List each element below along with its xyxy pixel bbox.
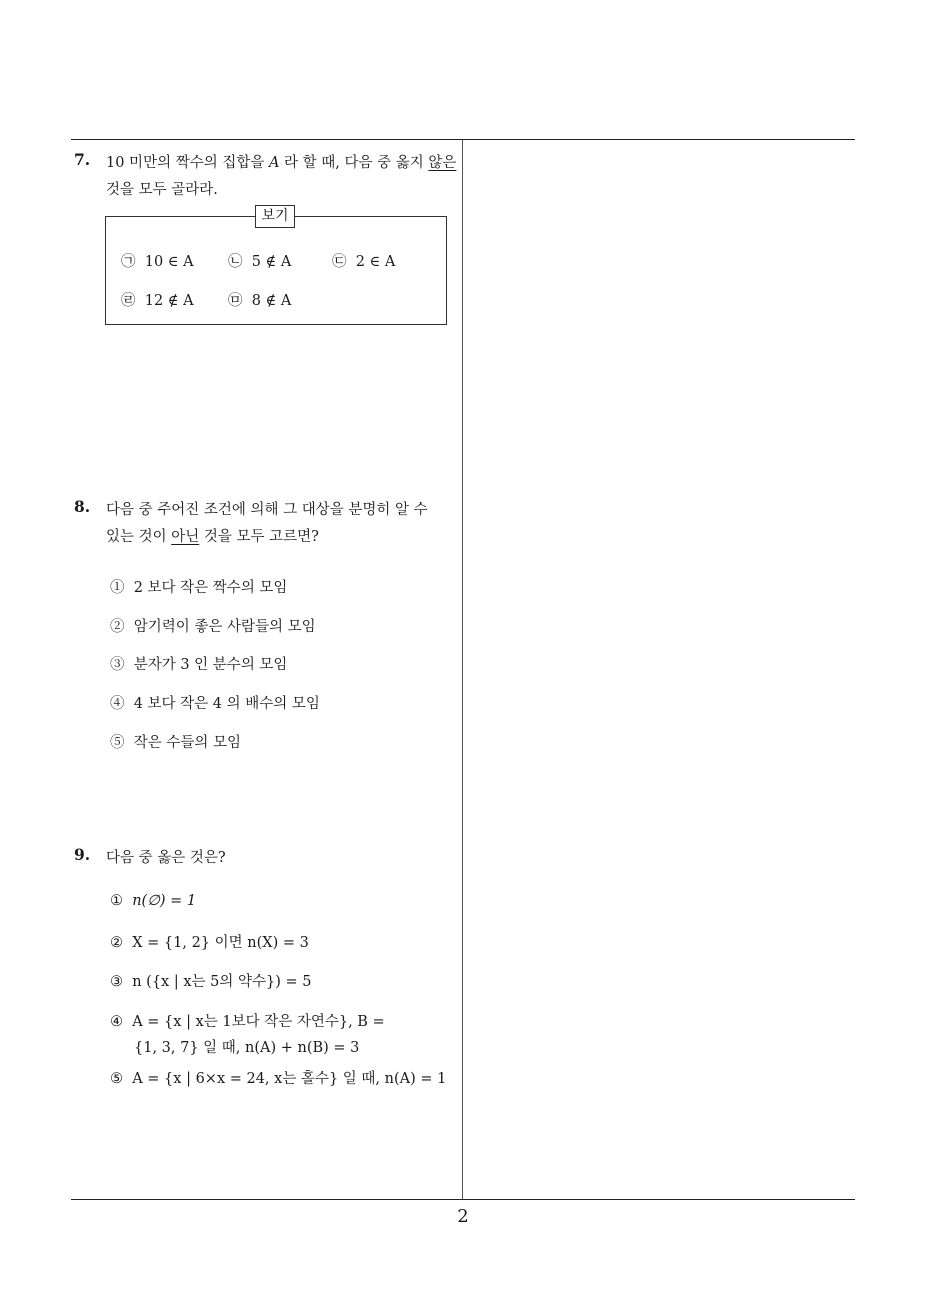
q8-choice-3	[110, 653, 287, 674]
q7-option-3	[332, 250, 395, 271]
q7-line1-underlined: 않은	[428, 155, 457, 171]
q8-choice-1-text: 2 보다 작은 짝수의 모임	[133, 580, 288, 596]
q8-choice-2	[110, 615, 316, 636]
q9-choice-5-text: A = {x | 6×x = 24, x는 홀수} 일 때, n(A) = 1	[132, 1071, 447, 1087]
q7-box-label: 보기	[255, 205, 295, 228]
q9-choice-2-mark: ②	[110, 935, 123, 951]
column-divider	[462, 140, 463, 1200]
top-rule	[71, 139, 855, 140]
q7-option-3-mark: ㉢	[332, 254, 347, 270]
q8-choice-4	[110, 692, 320, 713]
q7-option-1-text: 10 ∈ A	[144, 254, 194, 270]
page-number: 2	[457, 1206, 469, 1227]
q9-choice-3	[110, 970, 311, 991]
q9-choice-4	[110, 1010, 385, 1031]
q8-choice-5	[110, 731, 241, 752]
q8-choice-5-text: 작은 수들의 모임	[133, 735, 241, 751]
q8-choice-1	[110, 576, 287, 597]
q9-choice-3-mark: ③	[110, 974, 123, 990]
q8-line2-pre: 있는 것이	[106, 529, 172, 545]
bottom-rule	[71, 1199, 855, 1200]
q7-option-2	[228, 250, 291, 271]
q9-choice-1	[110, 893, 196, 909]
q9-choice-5-mark: ⑤	[110, 1071, 123, 1087]
q9-choice-1-text: n(∅) = 1	[132, 893, 197, 909]
q7-line1	[106, 151, 456, 172]
q8-choice-2-text: 암기력이 좋은 사람들의 모임	[133, 619, 316, 635]
q8-line1: 다음 중 주어진 조건에 의해 그 대상을 분명히 알 수	[106, 502, 428, 518]
q7-option-4-text: 12 ∉ A	[144, 293, 194, 309]
q9-choice-4-text: A = {x | x는 1보다 작은 자연수}, B =	[132, 1014, 385, 1030]
q9-choice-3-text: n ({x | x는 5의 약수}) = 5	[132, 974, 312, 990]
q8-choice-4-text: 4 보다 작은 4 의 배수의 모임	[133, 696, 320, 712]
q7-option-1	[121, 250, 194, 271]
q9-stem: 다음 중 옳은 것은?	[106, 850, 226, 866]
q7-option-4	[121, 289, 194, 310]
q8-choice-1-mark: ①	[110, 580, 125, 596]
q9-choice-4-line2: {1, 3, 7} 일 때, n(A) + n(B) = 3	[134, 1040, 360, 1056]
q8-line2-underlined: 아닌	[171, 529, 200, 545]
q8-choice-4-mark: ④	[110, 696, 125, 712]
q7-line1-pre: 10 미만의 짝수의 집합을	[106, 155, 269, 171]
q7-line1-mid: 라 할 때, 다음 중 옳지	[279, 155, 429, 171]
q7-line2: 것을 모두 골라라.	[106, 182, 218, 198]
q8-line2-post: 것을 모두 고르면?	[199, 529, 319, 545]
q7-option-2-mark: ㉡	[228, 254, 243, 270]
q8-choice-5-mark: ⑤	[110, 735, 125, 751]
q9-choice-2	[110, 931, 309, 952]
q9-choice-4-mark: ④	[110, 1014, 123, 1030]
q9-choice-2-text: X = {1, 2} 이면 n(X) = 3	[132, 935, 309, 951]
q7-line1-var: A	[268, 155, 280, 171]
q7-option-5	[228, 289, 291, 310]
q7-option-4-mark: ㉣	[121, 293, 136, 309]
q7-option-1-mark: ㉠	[121, 254, 136, 270]
q7-option-5-mark: ㉤	[228, 293, 243, 309]
q9-number: 9.	[74, 845, 91, 864]
q7-option-2-text: 5 ∉ A	[251, 254, 292, 270]
q8-choice-3-mark: ③	[110, 657, 125, 673]
q7-option-5-text: 8 ∉ A	[251, 293, 292, 309]
q9-choice-5	[110, 1067, 446, 1088]
q8-line2	[106, 525, 319, 546]
q9-choice-1-mark: ①	[110, 893, 123, 909]
q7-option-3-text: 2 ∈ A	[355, 254, 396, 270]
q7-number: 7.	[74, 150, 91, 169]
q8-choice-2-mark: ②	[110, 619, 125, 635]
q8-number: 8.	[74, 497, 91, 516]
q8-choice-3-text: 분자가 3 인 분수의 모임	[133, 657, 288, 673]
